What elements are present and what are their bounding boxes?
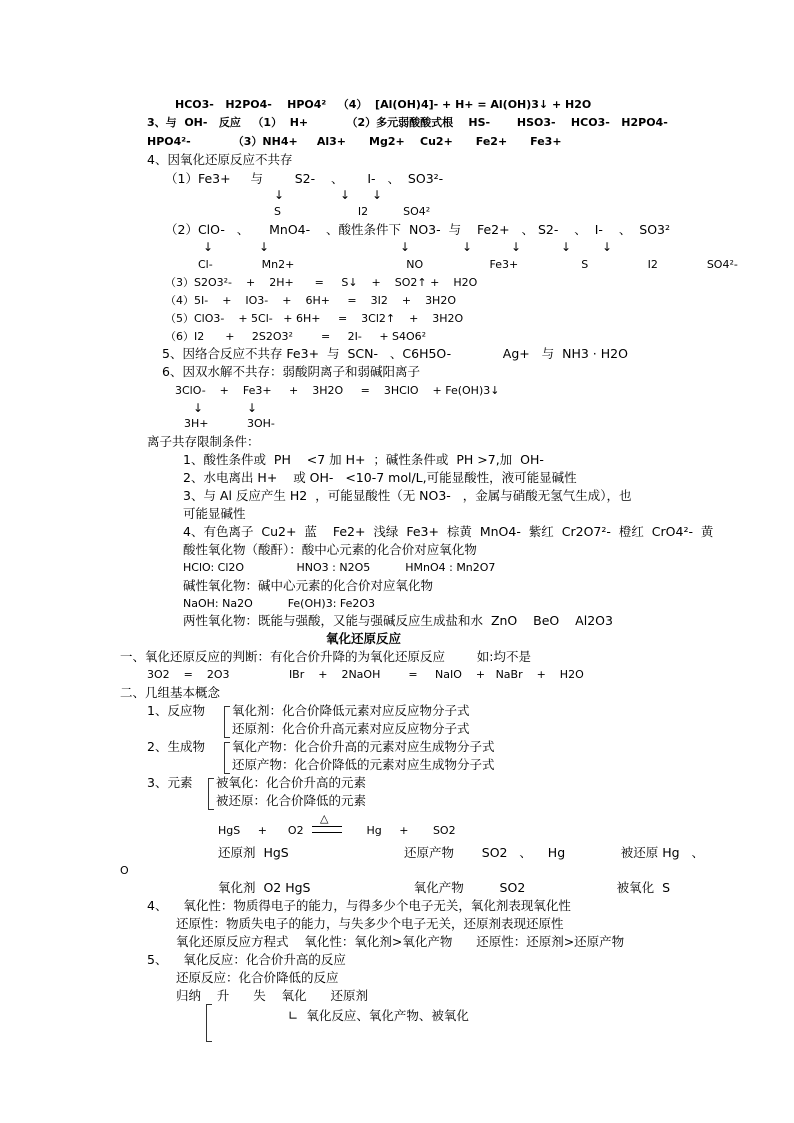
text-line: （4）5I- + IO3- + 6H+ = 3I2 + 3H2O — [165, 294, 456, 307]
text-line: 3H+ 3OH- — [184, 417, 275, 430]
brace-icon — [224, 742, 230, 774]
text-line: （1）Fe3+ 与 S2- 、 I- 、 SO3²- — [165, 171, 444, 186]
down-arrow-icon: ↓ — [372, 188, 383, 202]
section-heading: 离子共存限制条件： — [147, 434, 260, 449]
text-line: 5、因络合反应不共存 Fe3+ 与 SCN- 、C6H5O- Ag+ 与 NH3 · H2O — [162, 346, 628, 361]
text-line: 1、反应物 — [147, 703, 205, 718]
section-heading: 一、氧化还原反应的判断：有化合价升降的为氧化还原反应 如:均不是 — [120, 649, 531, 664]
text-line: （2）ClO- 、 MnO4- 、酸性条件下 NO3- 与 Fe2+ 、 S2- 、 I- 、 SO3² — [165, 222, 671, 237]
text-line: 3、元素 — [147, 775, 193, 790]
text-line: 6、因双水解不共存：弱酸阴离子和弱碱阳离子 — [162, 364, 420, 379]
text-line: Cl- Mn2+ NO Fe3+ S I2 SO4²- — [198, 258, 738, 271]
text-line: 还原产物：化合价降低的元素对应生成物分子式 — [232, 757, 495, 772]
text-line: HCO3- H2PO4- HPO4² （4） [Al(OH)4]- + H+ = Al(OH)3↓ + H2O — [175, 98, 592, 111]
brace-icon — [208, 778, 214, 810]
down-arrow-icon: ↓ — [203, 240, 214, 254]
down-arrow-icon: ↓ — [247, 401, 258, 415]
text-line: 2、生成物 — [147, 739, 205, 754]
text-line: 氧化剂：化合价降低元素对应反应物分子式 — [232, 703, 470, 718]
down-arrow-icon: ↓ — [193, 401, 204, 415]
text-line: 碱性氧化物：碱中心元素的化合价对应氧化物 — [183, 578, 434, 593]
text-line: 还原性：物质失电子的能力，与失多少个电子无关，还原剂表现还原性 — [176, 916, 564, 931]
text-line: 被氧化：化合价升高的元素 — [216, 775, 367, 790]
text-line: NaOH: Na2O Fe(OH)3: Fe2O3 — [183, 597, 376, 610]
text-line: 3O2 = 2O3 IBr + 2NaOH = NaIO + NaBr + H2O — [147, 668, 584, 681]
down-arrow-icon: ↓ — [511, 240, 522, 254]
text-line: 氧化剂 O2 HgS 氧化产物 SO2 被氧化 S — [218, 880, 671, 895]
text-line: 3、与 Al 反应产生 H2 ，可能显酸性（无 NO3- ，金属与硝酸无氢气生成），也 — [183, 488, 632, 503]
text-line: HgS + O2 Hg + SO2 — [218, 824, 456, 837]
down-arrow-icon: ↓ — [462, 240, 473, 254]
text-line: HPO4²- （3）NH4+ Al3+ Mg2+ Cu2+ Fe2+ Fe3+ — [147, 135, 562, 148]
heat-symbol: △ — [320, 812, 329, 825]
text-line: 4、 氧化性：物质得电子的能力，与得多少个电子无关，氧化剂表现氧化性 — [147, 898, 571, 913]
text-line: 还原反应：化合价降低的反应 — [176, 970, 339, 985]
text-line: （5）ClO3- + 5Cl- + 6H+ = 3Cl2↑ + 3H2O — [165, 312, 464, 325]
section-heading: 4、因氧化还原反应不共存 — [147, 152, 293, 167]
down-arrow-icon: ↓ — [400, 240, 411, 254]
text-line: 5、 氧化反应：化合价升高的反应 — [147, 952, 346, 967]
text-line: 归纳 升 失 氧化 还原剂 — [176, 988, 368, 1003]
text-line: O — [120, 864, 129, 877]
down-arrow-icon: ↓ — [561, 240, 572, 254]
text-line: 氧化还原反应方程式 氧化性：氧化剂>氧化产物 还原性：还原剂>还原产物 — [176, 934, 625, 949]
text-line: 还原剂：化合价升高元素对应反应物分子式 — [232, 721, 470, 736]
text-line: ∟ 氧化反应、氧化产物、被氧化 — [288, 1008, 469, 1023]
text-line: HClO: Cl2O HNO3 : N2O5 HMnO4 : Mn2O7 — [183, 561, 496, 574]
down-arrow-icon: ↓ — [340, 188, 351, 202]
text-line: 两性氧化物：既能与强酸，又能与强碱反应生成盐和水 ZnO BeO Al2O3 — [183, 613, 613, 628]
text-line: 2、水电离出 H+ 或 OH- <10-7 mol/L,可能显酸性，液可能显碱性 — [183, 470, 577, 485]
section-heading: 二、几组基本概念 — [120, 685, 221, 700]
text-line: 3ClO- + Fe3+ + 3H2O = 3HClO + Fe(OH)3↓ — [175, 384, 500, 397]
down-arrow-icon: ↓ — [602, 240, 613, 254]
down-arrow-icon: ↓ — [274, 188, 285, 202]
text-line: 还原剂 HgS 还原产物 SO2 、 Hg 被还原 Hg 、 — [218, 845, 704, 860]
brace-icon — [224, 706, 230, 738]
text-line: 3、与 OH- 反应 （1） H+ （2）多元弱酸酸式根 HS- HSO3- HCO3- H2PO4- — [147, 116, 668, 129]
brace-icon — [206, 1004, 212, 1042]
down-arrow-icon: ↓ — [259, 240, 270, 254]
text-line: 被还原：化合价降低的元素 — [216, 793, 367, 808]
page-title: 氧化还原反应 — [326, 631, 402, 646]
text-line: 4、有色离子 Cu2+ 蓝 Fe2+ 浅绿 Fe3+ 棕黄 MnO4- 紫红 Cr2O7²- 橙红 CrO4²- 黄 — [183, 524, 714, 539]
text-line: 可能显碱性 — [183, 506, 246, 521]
text-line: （6）I2 + 2S2O3² = 2I- + S4O6² — [165, 330, 427, 343]
text-line: S I2 SO4² — [274, 205, 431, 218]
text-line: 1、酸性条件或 PH <7 加 H+ ；碱性条件或 PH >7,加 OH- — [183, 452, 544, 467]
text-line: （3）S2O3²- + 2H+ = S↓ + SO2↑ + H2O — [165, 276, 478, 289]
text-line: 酸性氧化物（酸酐）：酸中心元素的化合价对应氧化物 — [183, 542, 477, 557]
text-line: 氧化产物：化合价升高的元素对应生成物分子式 — [232, 739, 495, 754]
